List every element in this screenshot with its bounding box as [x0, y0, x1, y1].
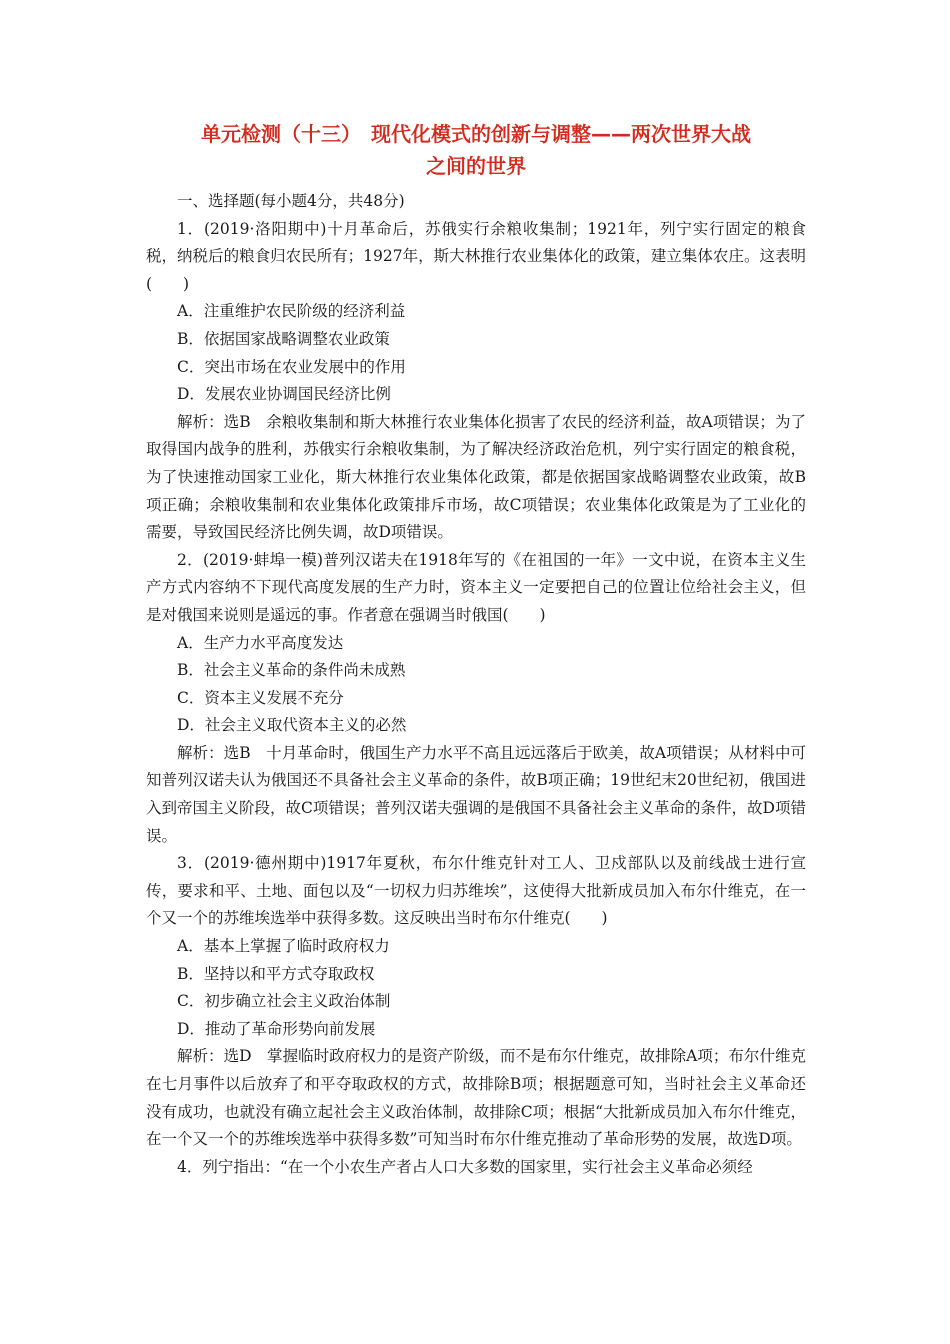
question-analysis: 解析：选B 十月革命时，俄国生产力水平不高且远远落后于欧美，故A项错误；从材料中可知普列汉诺夫认为俄国还不具备社会主义革命的条件，故B项正确；19世纪末20世纪初，俄国进入到帝国主义阶段，故C项错误；普列汉诺夫强调的是俄国不具备社会主义革命的条件，故D项错误。: [146, 743, 806, 845]
title-line-2: 之间的世界: [426, 154, 526, 178]
title-line-1: 单元检测（十三） 现代化模式的创新与调整——两次世界大战: [201, 122, 751, 146]
option-c: C．资本主义发展不充分: [177, 688, 344, 707]
question-stem: 1．(2019·洛阳期中)十月革命后，苏俄实行余粮收集制；1921年，列宁实行固定的粮食税，纳税后的粮食归农民所有；1927年，斯大林推行农业集体化的政策，建立集体农庄。这表明( ): [146, 219, 806, 293]
document-title: [146, 118, 806, 182]
option-d: D．推动了革命形势向前发展: [177, 1019, 376, 1038]
option-a: A．生产力水平高度发达: [177, 633, 344, 652]
question-2: [146, 547, 806, 851]
question-analysis: 解析：选B 余粮收集制和斯大林推行农业集体化损害了农民的经济利益，故A项错误；为了取得国内战争的胜利，苏俄实行余粮收集制，为了解决经济政治危机，列宁实行固定的粮食税，为了快速推动国家工业化，斯大林推行农业集体化政策，都是依据国家战略调整农业政策，故B项正确；余粮收集制和农业集体化政策排斥市场，故C项错误；农业集体化政策是为了工业化的需要，导致国民经济比例失调，故D项错误。: [146, 412, 806, 542]
option-c: C．突出市场在农业发展中的作用: [177, 357, 406, 376]
question-stem: 3．(2019·德州期中)1917年夏秋，布尔什维克针对工人、卫戍部队以及前线战士进行宣传，要求和平、土地、面包以及“一切权力归苏维埃”，这使得大批新成员加入布尔什维克，在一个又一个的苏维埃选举中获得多数。这反映出当时布尔什维克( ): [146, 854, 806, 928]
question-1: [146, 216, 806, 547]
document-page: [146, 118, 806, 1181]
question-stem: 4．列宁指出：“在一个小农生产者占人口大多数的国家里，实行社会主义革命必须经: [177, 1157, 753, 1176]
question-analysis: 解析：选D 掌握临时政府权力的是资产阶级，而不是布尔什维克，故排除A项；布尔什维克在七月事件以后放弃了和平夺取政权的方式，故排除B项；根据题意可知，当时社会主义革命还没有成功，也就没有确立起社会主义政治体制，故排除C项；根据“大批新成员加入布尔什维克，在一个又一个的苏维埃选举中获得多数”可知当时布尔什维克推动了革命形势的发展，故选D项。: [146, 1047, 806, 1149]
option-b: B．依据国家战略调整农业政策: [177, 329, 390, 348]
option-a: A．注重维护农民阶级的经济利益: [177, 302, 406, 321]
question-stem: 2．(2019·蚌埠一模)普列汉诺夫在1918年写的《在祖国的一年》一文中说，在资本主义生产方式内容纳不下现代高度发展的生产力时，资本主义一定要把自己的位置让位给社会主义，但是对俄国来说则是遥远的事。作者意在强调当时俄国( ): [146, 550, 806, 624]
section-header: 一、选择题(每小题4分，共48分): [177, 192, 405, 210]
option-b: B．坚持以和平方式夺取政权: [177, 964, 375, 983]
option-a: A．基本上掌握了临时政府权力: [177, 937, 390, 956]
question-4: [146, 1154, 806, 1182]
option-d: D．社会主义取代资本主义的必然: [177, 716, 407, 735]
option-c: C．初步确立社会主义政治体制: [177, 992, 391, 1011]
question-3: [146, 850, 806, 1154]
option-d: D．发展农业协调国民经济比例: [177, 385, 391, 404]
option-b: B．社会主义革命的条件尚未成熟: [177, 661, 406, 680]
